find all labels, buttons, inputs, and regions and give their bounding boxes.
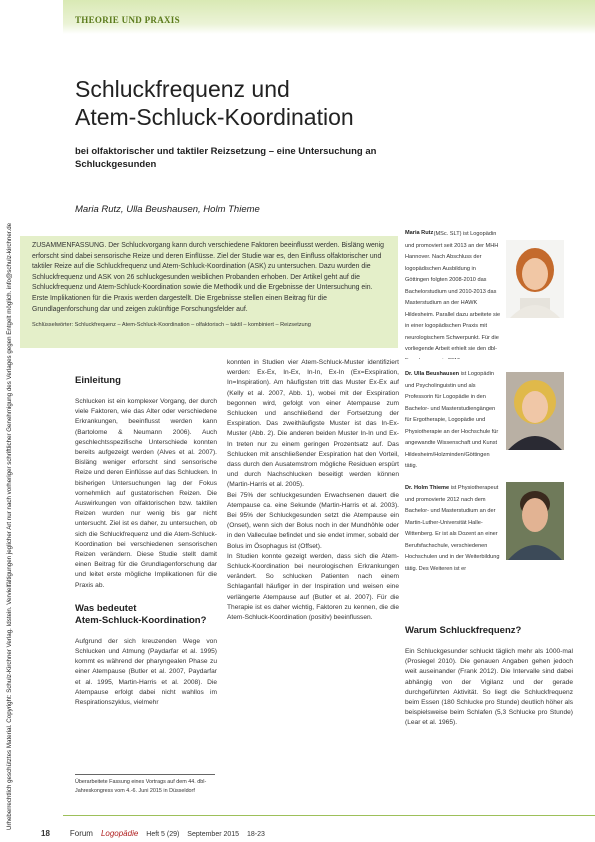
heading-ask [75, 603, 217, 627]
column-3 [405, 625, 573, 729]
heading-einleitung: Einleitung [75, 375, 121, 386]
paragraph: Ein Schluckgesunder schluckt täglich mehr als 1000-mal (Prosiegel 2010). Die genauen Angaben gehen jedoch weit auseinander (Frank 2012). Die Intervalle sind dabei abhängig von der Vigilanz und der gerade durchgeführten Aktivität. So liegt die Schluckfrequenz beim Essen (180 Schlucke pro Stunde) deutlich höher als beispielsweise beim Schlafen (5,3 Schlucke pro Stunde) (Lear et al. 1965). [405, 648, 573, 727]
section-label: THEORIE UND PRAXIS [75, 15, 180, 25]
footer-issue: Heft 5 (29) [146, 831, 180, 838]
bio-name: Dr. Holm Thieme [405, 485, 450, 491]
footer-journal: Logopädie [100, 829, 139, 838]
footer-pages: 18-23 [247, 831, 265, 838]
bio-rutz-wrap [405, 229, 501, 359]
bio-name: Dr. Ulla Beushausen [405, 371, 460, 377]
column-2 [227, 358, 399, 623]
footer-forum: Forum [69, 829, 93, 838]
footnote: Überarbeitete Fassung eines Vortrags auf dem 44. dbl-Jahreskongress vom 4.-6. Juni 2015 in Düsseldorf [75, 779, 207, 794]
heading-schluckfrequenz: Warum Schluckfrequenz? [405, 625, 522, 636]
footer-date: September 2015 [187, 831, 240, 838]
paragraph: konnten in Studien vier Atem-Schluck-Muster identifiziert werden: Ex-Ex, In-Ex, In-In, Ex-In (Ex=Exspiration, In=Inspiration). Am häufigsten tritt das Muster Ex-Ex auf (Kelly et al. 2007, Abb. 1), wobei mit der Exspiration begonnen wird, gefolgt von einer Atempause zum Schlucken und anschließend der Fortsetzung der Exspiration. Das zweithäufigste Muster ist das In-Ex-Muster (Abb. 2). Die anderen beiden Muster In-In und Ex-In treten nur zu einem geringen Prozentsatz auf. Das Schlucken mit anschließender Exspiration hat den Vorteil, dass durch den Ausatemstrom mögliche Residuen erspürt und durch Nachschlucken beseitigt werden können (Martin-Harris et al. 2005). [227, 359, 399, 489]
abstract-paragraph [32, 241, 388, 315]
bio-name: Maria Rutz [405, 230, 434, 236]
abstract-box [20, 236, 398, 348]
author-photo-thieme [506, 482, 564, 560]
bio-thieme [405, 483, 501, 575]
title-line-1: Schluckfrequenz und [75, 76, 290, 102]
bio-beushausen [405, 369, 501, 473]
abstract-label: ZUSAMMENFASSUNG. [32, 242, 107, 249]
footnote-divider [75, 774, 215, 775]
author-photo-beushausen [506, 372, 564, 450]
article-authors: Maria Rutz, Ulla Beushausen, Holm Thieme [75, 204, 260, 215]
column-1 [75, 375, 217, 708]
abstract-keywords: Schlüsselwörter: Schluckfrequenz – Atem-Schluck-Koordination – olfaktorisch – taktil – kombiniert – Reizsetzung [32, 322, 311, 329]
paragraph: Bei 75% der schluckgesunden Erwachsenen dauert die Atempause ca. eine Sekunde (Martin-Harris et al. 2003). Bei 95% der Schluckgesunden setzt die Atempause ein (Onset), wenn sich der Bolus noch in der Mundhöhle oder in den Valleculae befindet und sie endet immer, sobald der Bolus im Ösophagus ist (Offset). [227, 491, 399, 550]
paragraph: Aufgrund der sich kreuzenden Wege von Schlucken und Atmung (Paydarfar et al. 1995) kommt es während der pharyngealen Phase zu einer Atempause (Butler et al. 2007, Paydarfar et al. 1995, Martin-Harris et al. 2008). Die Atempause erfolgt dabei nicht wahllos im Respirationszyklus, vielmehr [75, 637, 217, 707]
bio-text: (MSc. SLT) ist Logopädin und promoviert seit 2013 an der MHH Hannover. Nach Abschluss der logopädischen Ausbildung in Göttingen folgten 2008-2010 das Bachelorstudium und 2010-2013 das Masterstudium an der HAWK Hildesheim. Parallel dazu arbeitete sie in einer logopädischen Praxis mit neurologischem Schwerpunkt. Für die vorliegende Arbeit erhielt sie den dbl- [405, 231, 501, 352]
abstract-text: Der Schluckvorgang kann durch verschiedene Faktoren beeinflusst werden. Bisläng wenig erforscht sind dabei sensorische Reize und deren Einflüsse. Ziel der Studie war es, den Einfluss olfaktorischer und taktiler Reize auf die Schluckfrequenz und Atem-Schluck-Koordination (ASK) zu untersuchen. Dazu wurden die Schluckfrequenz und ASK von 26 schluckgesunden weiblichen Probanden erhoben. Der Artikel geht auf die Schluckfrequenz und Atem-Schluck-Koordination sowie die Methodik und die Ergebnisse der Untersuchung ein. Erste Implikationen für die Praxis werden dargestellt. Die Ergebnisse stellen einen Beitrag für die Grundlagenforschung dar und zeigen zukünftige Forschungsfelder auf. [32, 242, 384, 313]
footer-divider [63, 815, 595, 816]
page-number: 18 [41, 829, 50, 838]
article-subtitle: bei olfaktorischer und taktiler Reizsetzung – eine Untersuchung an Schluckgesunden [75, 146, 377, 170]
bio-text: ist Logopädin und Psycholinguistin und als Professorin für Logopädie in den Bachelor- und Masterstudiengängen für Ergotherapie, Logopädie und Physiotherapie an der Hochschule für angewandte Wissenschaft und Kunst Hildesheim/Holzminden/Göttingen tätig. [405, 371, 499, 469]
heading-line: Atem-Schluck-Koordination? [75, 614, 207, 626]
copyright-sidebar: Urheberrechtlich geschütztes Material. Copyright: Schulz-Kirchner Verlag. Idstein. Vervielfältigungen jeglicher Art nur nach vorheriger schriftlicher Genehmigung des Verlages gegen Entgelt möglich. info@schulz-kirchner.de [6, 222, 13, 830]
page-footer [41, 829, 271, 838]
title-line-2: Atem-Schluck-Koordination [75, 104, 354, 130]
article-title [75, 75, 495, 131]
heading-line: Was bedeutet [75, 602, 137, 614]
paragraph: Schlucken ist ein komplexer Vorgang, der durch viele Faktoren, wie das Alter oder verschiedene Erkrankungen, beeinflusst werden kann (Bartolome & Neumann 2006). Auch geschlechtsspezifische Unterschiede konnten bereits aufgezeigt werden (Alves et al. 2007). Bisläng weniger erforscht sind sensorische Reize und deren Einflüsse auf das Schlucken. In bisherigen Untersuchungen lag der Fokus vornehmlich auf gustatorischen Reizen. Die Auswirkungen von olfaktorischen bzw. taktilen Reizen wurden nur wenig bis gar nicht untersucht. Ziel ist es daher, zu untersuchen, ob sich die Schluckfrequenz und die Atem-Schluck-Koordination bei verschiedenen sensorischen Reizen verändern. Diese Studie stellt damit einen Beitrag für die Grundlagenforschung dar und leitet erste mögliche Implikationen für die Praxis ab. [75, 398, 217, 589]
bio-rutz [405, 229, 593, 359]
paragraph: In Studien konnte gezeigt werden, dass sich die Atem-Schluck-Koordination bei neurologischen Erkrankungen verändert. So schlucken Patienten nach einem Schlaganfall häufiger in der Inspiration und weisen eine verlängerte Atempause auf (Butler et al. 2007). Für die Therapie ist es daher wichtig, Faktoren zu kennen, die die Atem-Schluck-Koordination (positiv) beeinflussen. [227, 552, 399, 622]
bio-text: ist Physiotherapeut und promovierte 2012 nach dem Bachelor- und Masterstudium an der Martin-Luther-Universität Halle-Wittenberg. Er ist als Dozent an einer Berufsfachschule, verschiedenen Hochschulen und in der Weiterbildung tätig. Des Weiteren ist er [405, 485, 500, 572]
